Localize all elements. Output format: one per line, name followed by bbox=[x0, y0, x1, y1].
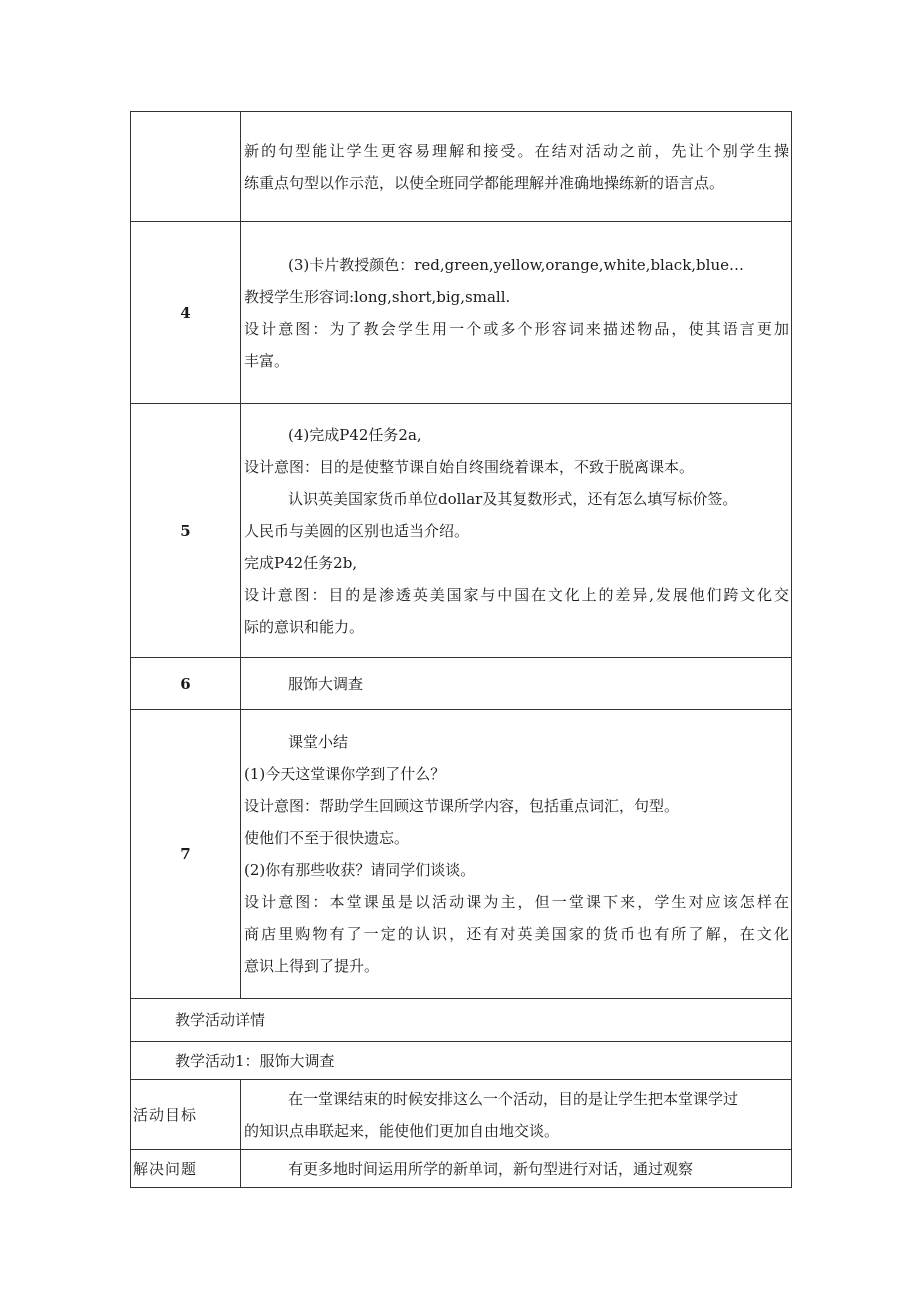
content-line: 服饰大调查 bbox=[288, 674, 364, 693]
content-line: 人民币与美圆的区别也适当介绍。 bbox=[244, 521, 470, 540]
content-line: 的知识点串联起来，能使他们更加自由地交谈。 bbox=[244, 1121, 560, 1140]
goal-content-cell bbox=[241, 1080, 792, 1150]
goal-label: 活动目标 bbox=[131, 1080, 241, 1150]
table-row bbox=[131, 710, 792, 999]
content-line: 设计意图：目的是渗透英美国家与中国在文化上的差异,发展他们跨文化交 bbox=[244, 585, 789, 604]
content-line: 际的意识和能力。 bbox=[244, 617, 365, 636]
content-line: 有更多地时间运用所学的新单词，新句型进行对话，通过观察 bbox=[288, 1159, 694, 1178]
step-number-cell: 6 bbox=[131, 658, 241, 710]
content-line: 使他们不至于很快遗忘。 bbox=[244, 829, 410, 847]
table-row bbox=[131, 1042, 792, 1080]
step-content-cell bbox=[241, 112, 792, 222]
content-line: (4)完成P42任务2a, bbox=[288, 425, 422, 444]
step-number-cell: 7 bbox=[131, 710, 241, 999]
content-line: 练重点句型以作示范，以使全班同学都能理解并准确地操练新的语言点。 bbox=[244, 173, 725, 192]
step-content-cell bbox=[241, 404, 792, 658]
table-row bbox=[131, 1080, 792, 1150]
content-line: 完成P42任务2b, bbox=[244, 553, 358, 572]
table-row bbox=[131, 112, 792, 222]
step-number-cell bbox=[131, 112, 241, 222]
content-line: 设计意图：本堂课虽是以活动课为主，但一堂课下来，学生对应该怎样在 bbox=[244, 893, 789, 911]
table-row bbox=[131, 1150, 792, 1188]
step-number-cell: 5 bbox=[131, 404, 241, 658]
content-line: 课堂小结 bbox=[288, 733, 349, 751]
step-content-cell bbox=[241, 222, 792, 404]
content-line: 教授学生形容词:long,short,big,small. bbox=[244, 287, 511, 306]
content-line: 在一堂课结束的时候安排这么一个活动，目的是让学生把本堂课学过 bbox=[288, 1089, 739, 1108]
table-row bbox=[131, 999, 792, 1042]
section-title: 教学活动详情 bbox=[131, 999, 792, 1042]
problem-content-cell bbox=[241, 1150, 792, 1188]
activity-title: 教学活动1：服饰大调查 bbox=[131, 1042, 792, 1080]
problem-label: 解决问题 bbox=[131, 1150, 241, 1188]
lesson-plan-table bbox=[130, 111, 792, 1188]
table-row bbox=[131, 222, 792, 404]
table-row bbox=[131, 404, 792, 658]
content-line: 认识英美国家货币单位dollar及其复数形式，还有怎么填写标价签。 bbox=[288, 489, 738, 508]
table-row bbox=[131, 658, 792, 710]
content-line: 商店里购物有了一定的认识，还有对英美国家的货币也有所了解，在文化 bbox=[244, 925, 789, 943]
content-line: 丰富。 bbox=[244, 351, 290, 370]
content-line: 设计意图：帮助学生回顾这节课所学内容，包括重点词汇，句型。 bbox=[244, 797, 680, 815]
content-line: 设计意图：为了教会学生用一个或多个形容词来描述物品，使其语言更加 bbox=[244, 319, 789, 338]
content-line: 意识上得到了提升。 bbox=[244, 957, 380, 975]
content-line: 设计意图：目的是使整节课自始自终围绕着课本，不致于脱离课本。 bbox=[244, 457, 695, 476]
content-line: (2)你有那些收获？请同学们谈谈。 bbox=[244, 861, 476, 879]
step-number-cell: 4 bbox=[131, 222, 241, 404]
content-line: (1)今天这堂课你学到了什么？ bbox=[244, 765, 446, 783]
step-content-cell bbox=[241, 658, 792, 710]
content-line: (3)卡片教授颜色：red,green,yellow,orange,white,black,blue… bbox=[288, 255, 744, 274]
step-content-cell bbox=[241, 710, 792, 999]
content-line: 新的句型能让学生更容易理解和接受。在结对活动之前，先让个别学生操 bbox=[244, 141, 789, 160]
